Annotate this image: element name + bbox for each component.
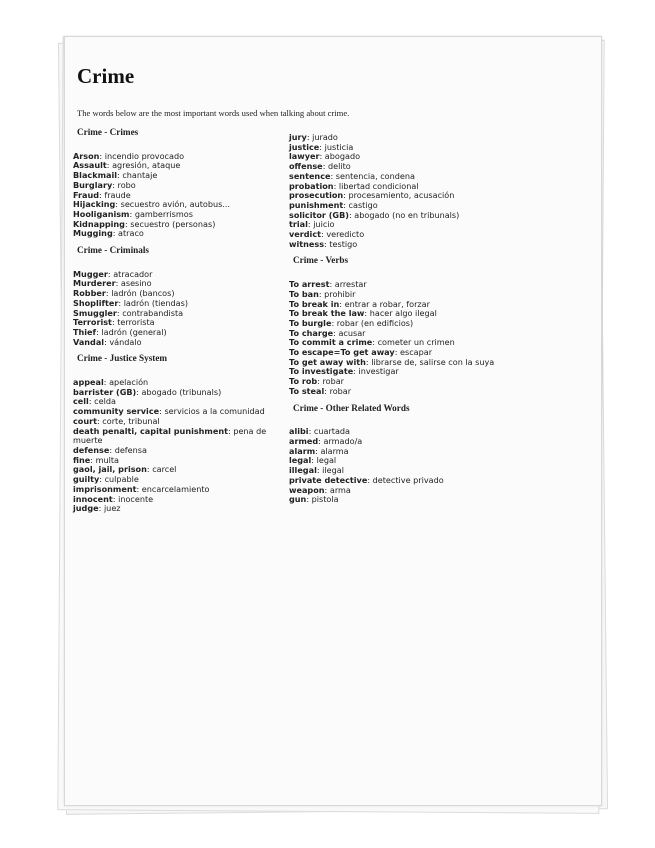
- vocab-entry: [289, 387, 519, 397]
- vocab-term: Robber: [73, 288, 106, 299]
- term-separator: :: [324, 484, 330, 495]
- section-verbs: [289, 256, 519, 396]
- term-separator: :: [353, 366, 359, 377]
- vocab-term: solicitor (GB): [289, 209, 349, 220]
- vocab-term: To burgle: [289, 317, 332, 328]
- vocab-term: alibi: [289, 426, 309, 437]
- term-separator: :: [308, 426, 314, 437]
- vocab-term: To break in: [289, 298, 340, 309]
- vocab-term: Hijacking: [73, 199, 116, 210]
- vocab-term: defense: [73, 444, 110, 455]
- vocab-term: Thief: [73, 326, 97, 337]
- term-separator: :: [159, 406, 165, 417]
- term-separator: :: [136, 483, 142, 494]
- vocab-term: fine: [73, 454, 91, 465]
- vocab-term: Mugging: [73, 228, 113, 239]
- vocab-translation: chantaje: [122, 170, 158, 181]
- vocab-term: innocent: [73, 493, 113, 504]
- term-separator: :: [394, 347, 400, 358]
- term-separator: :: [116, 307, 123, 318]
- term-separator: :: [99, 474, 105, 485]
- vocab-translation: defensa: [114, 444, 147, 455]
- vocab-translation: atracador: [113, 268, 153, 279]
- vocab-term: To get away with: [289, 356, 366, 367]
- term-separator: :: [306, 132, 313, 142]
- vocab-translation: corte, tribunal: [102, 415, 160, 426]
- vocab-term: legal: [289, 455, 312, 466]
- section-crimes: [73, 128, 273, 239]
- vocab-translation: multa: [95, 454, 119, 465]
- vocab-term: Kidnapping: [73, 218, 125, 229]
- vocab-term: punishment: [289, 199, 344, 210]
- vocab-translation: castigo: [348, 199, 378, 210]
- vocab-term: armed: [289, 435, 319, 446]
- term-separator: :: [124, 218, 131, 229]
- term-separator: :: [329, 279, 335, 290]
- section-justice-system-continued: [289, 133, 519, 249]
- vocab-translation: apelación: [109, 377, 149, 388]
- vocab-translation: robar: [322, 376, 345, 387]
- vocab-translation: inocente: [118, 493, 154, 504]
- vocab-translation: detective privado: [372, 474, 444, 485]
- vocab-translation: abogado (no en tribunals): [354, 209, 460, 220]
- vocab-term: Vandal: [73, 336, 105, 347]
- vocab-term: To charge: [289, 327, 334, 338]
- term-separator: :: [311, 455, 317, 466]
- term-separator: :: [318, 288, 325, 299]
- vocab-term: Shoplifter: [73, 297, 119, 308]
- term-separator: :: [306, 494, 312, 505]
- section-other-related-words: [289, 404, 519, 505]
- vocab-translation: atraco: [118, 228, 144, 239]
- vocab-translation: vándalo: [109, 336, 142, 347]
- vocab-term: To escape=To get away: [289, 347, 395, 358]
- term-separator: :: [324, 238, 330, 249]
- vocab-translation: hacer algo ilegal: [369, 308, 437, 319]
- term-separator: :: [316, 465, 323, 476]
- term-separator: :: [136, 386, 142, 397]
- vocab-term: Terrorist: [73, 317, 112, 328]
- vocab-entry: [73, 427, 273, 446]
- vocab-term: death penalti, capital punishment: [73, 425, 228, 436]
- vocab-term: Blackmail: [73, 170, 118, 181]
- left-column: [73, 128, 273, 521]
- term-separator: :: [129, 208, 135, 219]
- vocab-translation: abogado (tribunals): [141, 386, 222, 397]
- vocab-term: Fraud: [73, 189, 100, 200]
- term-separator: :: [106, 160, 113, 171]
- term-separator: :: [112, 179, 118, 190]
- section-heading: Crime - Crimes: [77, 127, 139, 137]
- term-separator: :: [317, 376, 323, 387]
- vocab-translation: cuartada: [313, 426, 351, 437]
- vocab-translation: pistola: [311, 494, 339, 505]
- term-separator: :: [115, 278, 121, 289]
- term-separator: :: [112, 228, 119, 239]
- term-separator: :: [318, 435, 324, 446]
- term-separator: :: [315, 445, 321, 456]
- vocab-term: witness: [289, 238, 325, 249]
- vocab-translation: justicia: [324, 141, 354, 152]
- page-title: Crime: [77, 64, 135, 88]
- vocab-term: sentence: [289, 170, 331, 181]
- term-separator: :: [109, 444, 115, 455]
- vocab-term: guilty: [73, 474, 100, 485]
- vocab-translation: asesino: [120, 278, 152, 289]
- term-separator: :: [367, 474, 373, 485]
- vocab-translation: libertad condicional: [338, 180, 419, 191]
- vocab-term: trial: [289, 219, 308, 230]
- vocab-entry: [73, 229, 273, 239]
- vocab-term: prosecution: [289, 190, 344, 201]
- vocab-term: Hooliganism: [73, 208, 130, 219]
- term-separator: :: [103, 377, 110, 388]
- vocab-translation: ilegal: [322, 465, 344, 476]
- vocab-translation: robar: [329, 385, 352, 396]
- vocab-term: Arson: [73, 150, 100, 161]
- term-separator: :: [117, 170, 123, 181]
- vocab-entry: [73, 338, 273, 348]
- vocab-term: illegal: [289, 465, 317, 476]
- term-separator: :: [319, 151, 325, 162]
- term-separator: :: [307, 219, 314, 230]
- vocab-translation: incendio provocado: [104, 150, 185, 161]
- vocab-translation: sentencia, condena: [335, 170, 415, 181]
- vocab-translation: carcel: [152, 464, 177, 475]
- vocab-translation: robar (en edificios): [336, 317, 414, 328]
- section-heading: Crime - Verbs: [293, 255, 349, 266]
- section-heading: Crime - Other Related Words: [293, 402, 410, 413]
- term-separator: :: [118, 297, 124, 308]
- vocab-term: To investigate: [289, 366, 354, 377]
- term-separator: :: [228, 425, 234, 436]
- term-separator: :: [322, 161, 328, 172]
- term-separator: :: [88, 396, 95, 407]
- term-separator: :: [96, 415, 103, 426]
- vocab-translation: secuestro avión, autobus...: [120, 199, 231, 210]
- vocab-translation: prohibir: [324, 288, 356, 299]
- vocab-term: jury: [289, 132, 307, 142]
- term-separator: :: [90, 454, 96, 465]
- term-separator: :: [115, 199, 121, 210]
- term-separator: :: [365, 356, 372, 367]
- vocab-term: gaol, jail, prison: [73, 464, 147, 475]
- vocab-translation: encarcelamiento: [141, 483, 210, 494]
- vocab-translation: testigo: [329, 238, 358, 249]
- vocab-translation: jurado: [312, 132, 338, 142]
- vocab-entry: [289, 240, 519, 250]
- vocab-term: barrister (GB): [73, 386, 137, 397]
- vocab-translation: robo: [117, 179, 136, 190]
- term-separator: :: [98, 503, 104, 514]
- vocab-term: To steal: [289, 385, 325, 396]
- vocab-term: imprisonment: [73, 483, 137, 494]
- term-separator: :: [96, 326, 102, 337]
- vocab-translation: terrorista: [117, 317, 155, 328]
- vocab-translation: delito: [328, 161, 351, 172]
- vocab-translation: secuestro (personas): [130, 218, 216, 229]
- vocab-term: court: [73, 415, 97, 426]
- vocab-translation: culpable: [104, 474, 139, 485]
- vocab-term: verdict: [289, 229, 321, 240]
- term-separator: :: [333, 327, 339, 338]
- vocab-term: To arrest: [289, 279, 330, 290]
- vocab-term: cell: [73, 396, 89, 407]
- section-heading: Crime - Justice System: [77, 353, 168, 364]
- term-separator: :: [105, 288, 112, 299]
- vocab-term: Burglary: [73, 179, 113, 190]
- vocab-translation: escapar: [400, 347, 433, 358]
- section-justice-system: [73, 354, 273, 514]
- vocab-translation: alarma: [320, 445, 349, 456]
- vocab-term: To commit a crime: [289, 337, 373, 348]
- section-criminals: [73, 246, 273, 347]
- term-separator: :: [319, 141, 325, 152]
- vocab-translation: celda: [94, 396, 116, 407]
- term-separator: :: [348, 209, 355, 220]
- term-separator: :: [364, 308, 370, 319]
- vocab-term: To ban: [289, 288, 319, 299]
- vocab-translation: ladrón (general): [101, 326, 167, 337]
- vocab-term: probation: [289, 180, 334, 191]
- term-separator: :: [146, 464, 153, 475]
- term-separator: :: [111, 317, 118, 328]
- term-separator: :: [343, 190, 349, 201]
- term-separator: :: [112, 493, 119, 504]
- vocab-translation: procesamiento, acusación: [348, 190, 455, 201]
- term-separator: :: [324, 385, 330, 396]
- vocab-translation: contrabandista: [122, 307, 184, 318]
- vocab-translation: acusar: [338, 327, 366, 338]
- vocab-term: To rob: [289, 376, 318, 387]
- vocab-translation: legal: [316, 455, 337, 466]
- vocab-translation: entrar a robar, forzar: [344, 298, 430, 309]
- term-separator: :: [330, 170, 336, 181]
- vocab-translation: gamberrismos: [134, 208, 193, 219]
- vocab-translation: juicio: [313, 219, 335, 230]
- term-separator: :: [107, 268, 114, 279]
- term-separator: :: [99, 150, 105, 161]
- vocab-translation: juez: [103, 503, 121, 514]
- vocab-translation: servicios a la comunidad: [164, 406, 265, 417]
- vocab-translation: investigar: [358, 366, 399, 377]
- term-separator: :: [321, 229, 327, 240]
- vocab-term: alarm: [289, 445, 316, 456]
- vocab-term: Smuggler: [73, 307, 117, 318]
- vocab-translation: librarse de, salirse con la suya: [371, 356, 495, 367]
- vocab-term: gun: [289, 494, 307, 505]
- vocab-translation: agresión, ataque: [112, 160, 181, 171]
- vocab-translation: fraude: [104, 189, 131, 200]
- term-separator: :: [372, 337, 378, 348]
- term-separator: :: [99, 189, 105, 200]
- vocab-translation: ladrón (tiendas): [123, 297, 188, 308]
- vocab-entry: [73, 504, 273, 514]
- vocab-term: lawyer: [289, 151, 320, 162]
- vocab-translation: abogado: [324, 151, 361, 162]
- term-separator: :: [333, 180, 339, 191]
- term-separator: :: [339, 298, 345, 309]
- term-separator: :: [343, 199, 349, 210]
- vocab-translation: veredicto: [326, 229, 365, 240]
- vocab-translation: arma: [329, 484, 351, 495]
- intro-text: The words below are the most important words used when talking about crime.: [77, 108, 350, 118]
- vocab-term: Assault: [73, 160, 107, 171]
- vocab-translation: armado/a: [323, 435, 363, 446]
- term-separator: :: [104, 336, 110, 347]
- vocab-term: weapon: [289, 484, 325, 495]
- vocab-translation: cometer un crimen: [377, 337, 455, 348]
- vocab-term: To break the law: [289, 308, 365, 319]
- section-heading: Crime - Criminals: [77, 245, 149, 256]
- vocab-term: appeal: [73, 377, 104, 388]
- vocab-term: judge: [73, 503, 99, 514]
- vocab-term: private detective: [289, 474, 368, 485]
- vocab-term: Murderer: [73, 278, 116, 289]
- vocab-translation: arrestar: [334, 279, 367, 290]
- vocab-entry: [289, 495, 519, 505]
- right-column: [289, 133, 519, 512]
- vocab-term: offense: [289, 161, 323, 172]
- vocab-translation: ladrón (bancos): [111, 288, 175, 299]
- vocab-translation: pena de muerte: [73, 425, 267, 446]
- term-separator: :: [331, 317, 337, 328]
- vocab-term: community service: [73, 406, 160, 417]
- vocab-term: justice: [289, 141, 320, 152]
- vocab-term: Mugger: [73, 268, 108, 279]
